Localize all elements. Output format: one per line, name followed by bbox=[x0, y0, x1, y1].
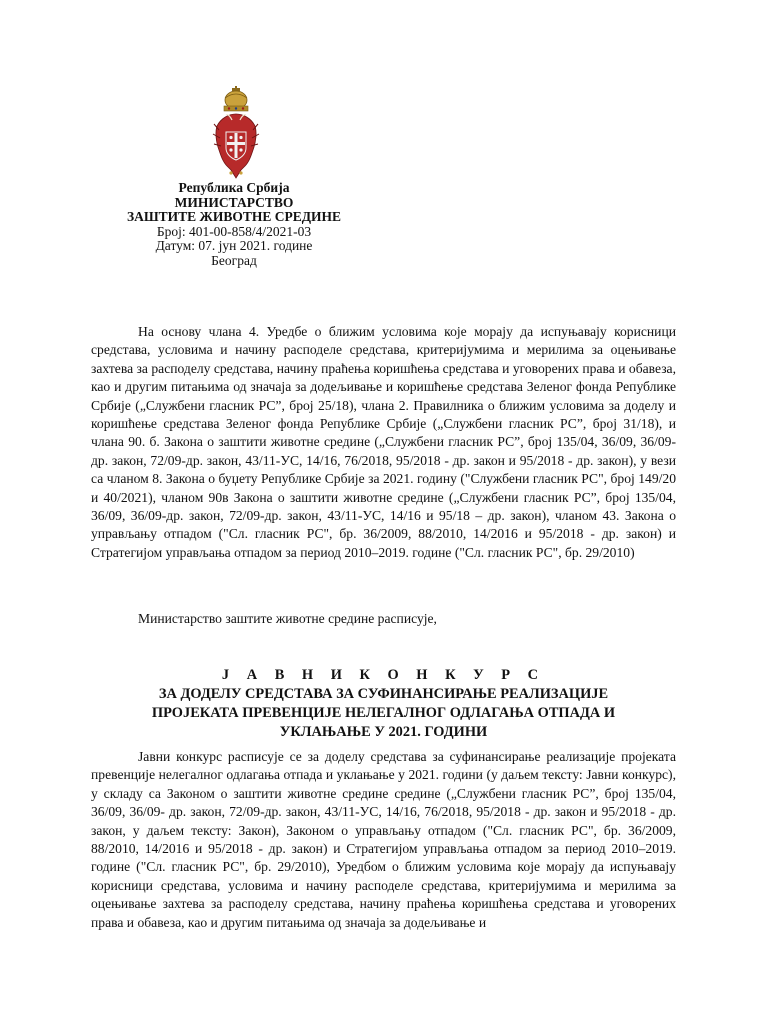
crown-icon bbox=[224, 86, 248, 111]
title-public-competition: Ј А В Н И К О Н К У Р С bbox=[221, 667, 546, 683]
intro-paragraph: Јавни конкурс расписује се за доделу средстава за суфинансирање реализације пројеката превенције нелегалног одлагања отпада и уклањање у 2021. години (у даљем тексту: Јавни конкурс), у складу са Законом о заштити животне средине средине („Службени гласник РС”, број 135/04, 36/09, 36/09- др. закон, 72/09-др. закон, 43/11-УС, 14/16, 76/2018, 95/2018 - др. закон и 95/2018 - др. закон, у даљем тексту: Закон), Законом о управљању отпадом ("Сл. гласник РС", бр. 36/2009, 88/2010, 14/2016 и 95/2018 - др. закон) и Стратегијом управљања отпадом за период 2010–2019. године ("Сл. гласник РС", бр. 29/2010), Уредбом о ближим условима које морају да испуњавају корисници средстава, условима и начину расподеле средстава, критеријумима и мерилима за оцењивање захтева за расподелу средстава, начину праћења коришћења средстава и уговорених права и обавеза, као и другим питањима од значаја за додељивање и bbox=[91, 749, 676, 930]
document-city: Београд bbox=[211, 252, 257, 268]
republic-name: Република Србија bbox=[178, 180, 290, 195]
letterhead bbox=[120, 181, 348, 268]
shield-icon bbox=[226, 132, 246, 160]
ministry-name-line1: МИНИСТАРСТВО bbox=[174, 194, 294, 210]
competition-title bbox=[91, 666, 676, 742]
document-number: Број: 401-00-858/4/2021-03 bbox=[156, 223, 312, 239]
title-line-1: ЗА ДОДЕЛУ СРЕДСТАВА ЗА СУФИНАНСИРАЊЕ РЕАЛИЗАЦИЈЕ bbox=[158, 686, 609, 702]
title-line-3: УКЛАЊАЊЕ У 2021. ГОДИНИ bbox=[279, 724, 488, 740]
preamble-paragraph: На основу члана 4. Уредбе о ближим условима које морају да испуњавају корисници средстава, условима и начину расподеле средстава, критеријумима и мерилима за оцењивање захтева за расподелу средстава, начину праћења коришћења средстава и уговорених права и обавеза, као и другим питањима од значаја за додељивање и коришћење средстава Зеленог фонда Републике Србије („Службени гласник РС”, број 25/18), члана 2. Правилника о ближим условима за доделу и коришћење средстава Зеленог фонда Републике Србије („Службени гласник РС”, број 31/18), и члана 90. б. Закона о заштити животне средине („Службени гласник РС”, број 135/04, 36/09, 36/09- др. закон, 72/09-др. закон, 43/11-УС, 14/16, 76/2018, 95/2018 - др. закон и 95/2018 - др. закон), у вези са чланом 8. Закона о буџету Републике Србије за 2021. годину ("Службени гласник РС", број 149/20 и 40/2021), чланом 90в Закона о заштити животне средине („Службени гласник РС”, број 135/04, 36/09, 36/09-др. закон, 72/09-др. закон, 43/11-УС, 14/16 и 95/18 – др. закон), чланом 43. Закона о управљању отпадом ("Сл. гласник РС", бр. 36/2009, 88/2010, 14/2016 и 95/2018 - др. закон) и Стратегијом управљања отпадом за период 2010–2019. године ("Сл. гласник РС", бр. 29/2010) bbox=[91, 324, 676, 560]
title-line-2: ПРОЈЕКАТА ПРЕВЕНЦИЈЕ НЕЛЕГАЛНОГ ОДЛАГАЊА ОТПАДА И bbox=[151, 705, 616, 721]
ministry-name-line2: ЗАШТИТЕ ЖИВОТНЕ СРЕДИНЕ bbox=[126, 209, 342, 224]
announcement-line: Министарство заштите животне средине расписује, bbox=[138, 611, 437, 626]
document-date: Датум: 07. јун 2021. године bbox=[155, 238, 313, 253]
coat-of-arms-emblem bbox=[211, 86, 261, 179]
